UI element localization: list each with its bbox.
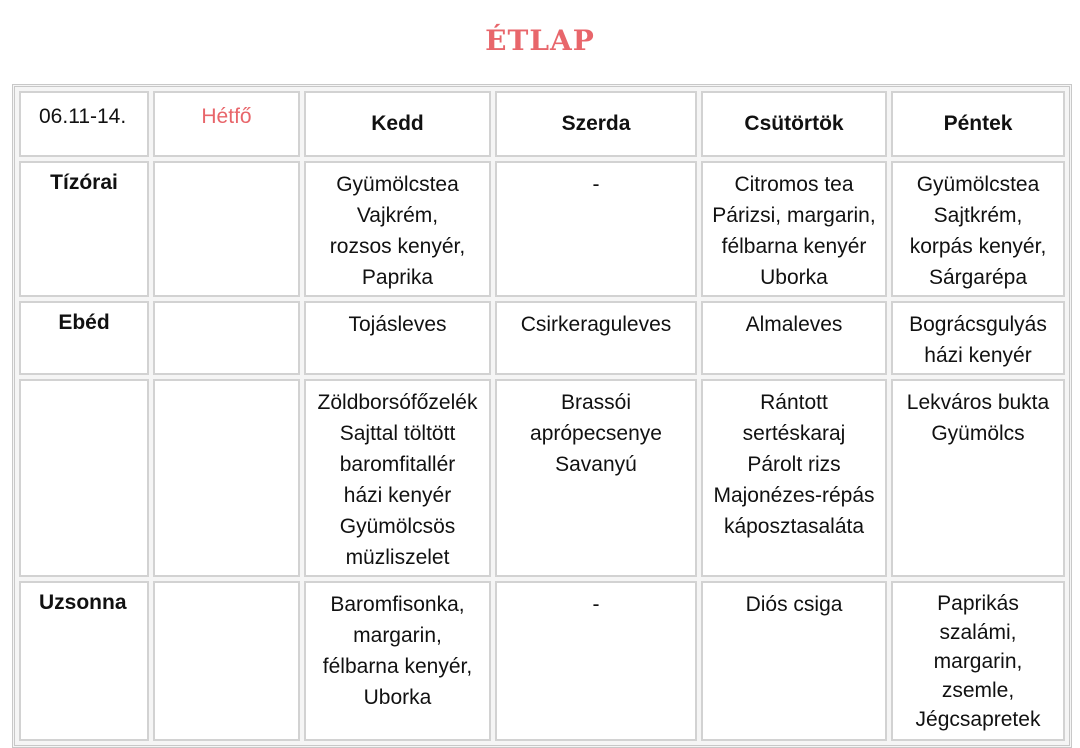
- table-row: [19, 161, 1065, 297]
- menu-item: korpás kenyér,: [909, 235, 1047, 258]
- menu-cell: [304, 581, 491, 741]
- menu-cell: [495, 581, 697, 741]
- meal-label-ebed-main: [19, 379, 149, 577]
- menu-item: Sajtkrém,: [933, 204, 1023, 227]
- menu-cell: [891, 581, 1065, 741]
- date-range: 06.11-14.: [19, 91, 149, 157]
- menu-cell: [153, 581, 300, 741]
- menu-item: Uborka: [363, 686, 432, 709]
- page-title: ÉTLAP: [485, 24, 595, 57]
- menu-item: félbarna kenyér,: [322, 655, 473, 678]
- menu-item: káposztasaláta: [723, 515, 865, 538]
- menu-cell: [495, 379, 697, 577]
- menu-item: Párolt rizs: [747, 453, 841, 476]
- meal-label-tizorai: Tízórai: [19, 161, 149, 297]
- menu-cell: [495, 161, 697, 297]
- table-row: [19, 301, 1065, 375]
- day-header-friday: Péntek: [891, 91, 1065, 157]
- menu-item: félbarna kenyér: [721, 235, 867, 258]
- menu-item: szalámi,: [939, 621, 1017, 644]
- menu-item: Jégcsapretek: [915, 708, 1041, 731]
- menu-cell: [701, 161, 887, 297]
- menu-cell: [495, 301, 697, 375]
- menu-item: Gyümölcstea: [916, 173, 1040, 196]
- menu-item: Almaleves: [745, 313, 843, 336]
- header-row: [19, 91, 1065, 157]
- menu-item: Bográcsgulyás: [909, 313, 1047, 336]
- menu-cell: [701, 581, 887, 741]
- menu-item: sertéskaraj: [742, 422, 846, 445]
- menu-item: Lekváros bukta: [906, 391, 1050, 414]
- menu-item: Paprika: [361, 266, 434, 289]
- menu-item: Gyümölcstea: [336, 173, 459, 196]
- menu-cell: [153, 379, 300, 577]
- menu-cell: [153, 301, 300, 375]
- menu-item: Brassói: [560, 391, 632, 414]
- menu-item: Párizsi, margarin,: [712, 204, 876, 227]
- menu-table: [12, 84, 1072, 748]
- menu-item: Rántott: [760, 391, 828, 414]
- day-header-tuesday: Kedd: [304, 91, 491, 157]
- table-row: [19, 581, 1065, 741]
- day-header-thursday: Csütörtök: [701, 91, 887, 157]
- menu-item: rozsos kenyér,: [329, 235, 466, 258]
- menu-item: Sárgarépa: [928, 266, 1028, 289]
- menu-cell: [304, 379, 491, 577]
- menu-item: Gyümölcs: [931, 422, 1025, 445]
- table-row: [19, 379, 1065, 577]
- menu-item: házi kenyér: [924, 344, 1032, 367]
- menu-item: Majonézes-répás: [713, 484, 875, 507]
- day-header-wednesday: Szerda: [495, 91, 697, 157]
- menu-cell: [891, 161, 1065, 297]
- menu-cell: [891, 379, 1065, 577]
- menu-item: baromfitallér: [339, 453, 456, 476]
- menu-item: Zöldborsófőzelék: [317, 391, 478, 414]
- menu-cell: [153, 161, 300, 297]
- menu-item: Baromfisonka,: [330, 593, 465, 616]
- menu-item: -: [592, 173, 600, 196]
- menu-item: Gyümölcsös: [339, 515, 456, 538]
- menu-item: Csirkeraguleves: [520, 313, 672, 336]
- menu-cell: [701, 301, 887, 375]
- menu-item: margarin,: [353, 624, 442, 647]
- menu-item: Sajttal töltött: [339, 422, 456, 445]
- menu-item: müzliszelet: [345, 546, 450, 569]
- menu-cell: [304, 161, 491, 297]
- menu-item: aprópecsenye: [530, 422, 662, 445]
- menu-item: Uborka: [760, 266, 828, 289]
- menu-item: margarin,: [933, 650, 1023, 673]
- menu-cell: [701, 379, 887, 577]
- meal-label-uzsonna: Uzsonna: [19, 581, 149, 741]
- menu-cell: [891, 301, 1065, 375]
- menu-item: Paprikás: [937, 592, 1019, 615]
- day-header-monday: Hétfő: [153, 91, 300, 157]
- menu-cell: [304, 301, 491, 375]
- menu-item: Citromos tea: [734, 173, 854, 196]
- menu-item: Tojásleves: [348, 313, 447, 336]
- menu-item: -: [592, 593, 600, 616]
- menu-item: Savanyú: [555, 453, 637, 476]
- meal-label-ebed: Ebéd: [19, 301, 149, 375]
- menu-item: Diós csiga: [745, 593, 843, 616]
- menu-item: házi kenyér: [343, 484, 452, 507]
- menu-item: Vajkrém,: [356, 204, 439, 227]
- menu-item: zsemle,: [941, 679, 1015, 702]
